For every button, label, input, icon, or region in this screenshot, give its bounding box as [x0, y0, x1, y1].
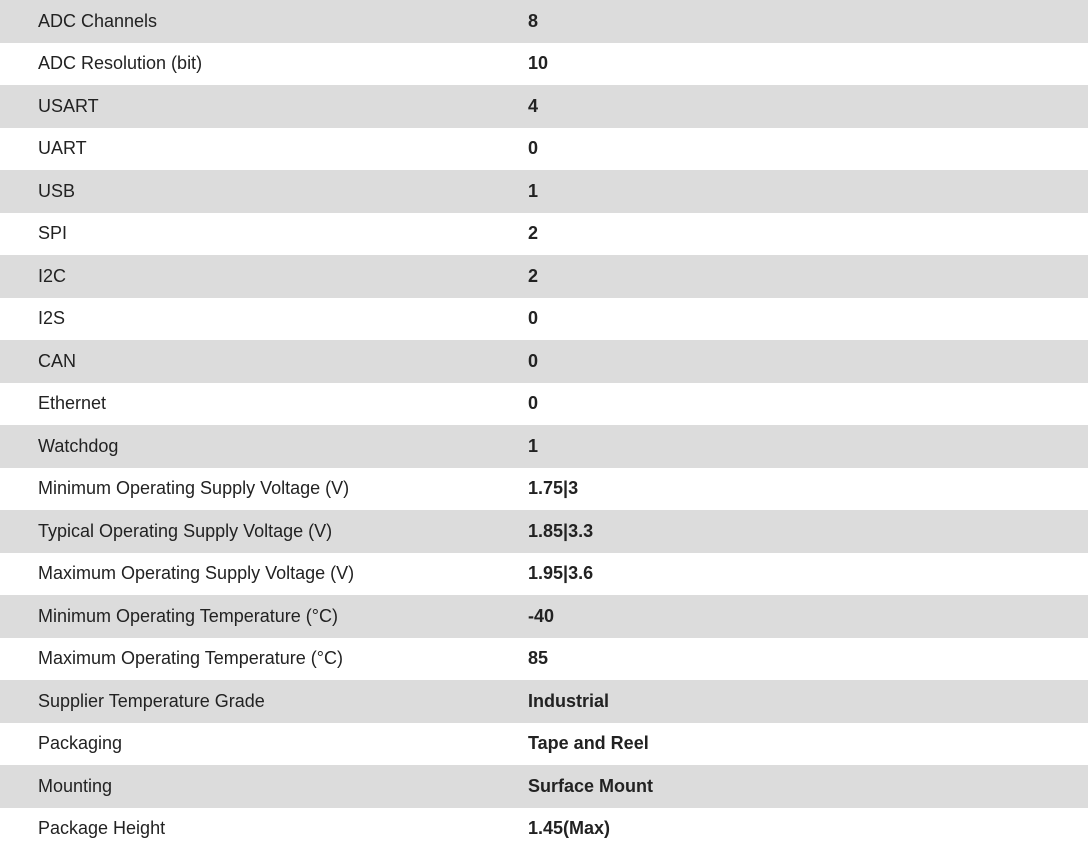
spec-value: 1.85|3.3 [528, 520, 594, 541]
spec-value: 1.45(Max) [528, 818, 611, 839]
spec-value: 8 [528, 10, 539, 31]
spec-label: Packaging [38, 733, 123, 754]
spec-value: 10 [528, 53, 549, 74]
spec-value: Surface Mount [528, 775, 654, 796]
spec-row-usb [0, 170, 1088, 213]
spec-value: 0 [528, 350, 539, 371]
spec-label: Typical Operating Supply Voltage (V) [38, 520, 333, 541]
spec-value: -40 [528, 605, 555, 626]
spec-label: Supplier Temperature Grade [38, 690, 265, 711]
spec-row-adc-channels [0, 0, 1088, 43]
spec-value: 85 [528, 648, 549, 669]
spec-value: 2 [528, 265, 539, 286]
spec-row-mounting [0, 765, 1088, 808]
spec-label: USB [38, 180, 76, 201]
spec-label: Minimum Operating Supply Voltage (V) [38, 478, 350, 499]
spec-row-min-supply-voltage [0, 468, 1088, 511]
spec-row-min-temperature [0, 595, 1088, 638]
spec-row-typ-supply-voltage [0, 510, 1088, 553]
spec-value: 0 [528, 393, 539, 414]
spec-row-watchdog [0, 425, 1088, 468]
spec-row-max-temperature [0, 638, 1088, 681]
spec-label: Package Height [38, 818, 166, 839]
spec-label: USART [38, 95, 99, 116]
spec-label: I2C [38, 265, 67, 286]
spec-value: Tape and Reel [528, 733, 649, 754]
spec-label: Minimum Operating Temperature (°C) [38, 605, 338, 626]
spec-value: 0 [528, 138, 539, 159]
spec-row-i2c [0, 255, 1088, 298]
spec-row-can [0, 340, 1088, 383]
spec-label: ADC Channels [38, 10, 158, 31]
spec-value: 1 [528, 435, 539, 456]
spec-row-package-height [0, 808, 1088, 845]
spec-value: 1 [528, 180, 539, 201]
spec-value: 0 [528, 308, 539, 329]
spec-value: 4 [528, 95, 539, 116]
spec-label: Watchdog [38, 435, 119, 456]
spec-row-i2s [0, 298, 1088, 341]
spec-value: Industrial [528, 690, 610, 711]
spec-label: Maximum Operating Supply Voltage (V) [38, 563, 355, 584]
spec-value: 2 [528, 223, 539, 244]
spec-row-temperature-grade [0, 680, 1088, 723]
spec-row-uart [0, 128, 1088, 171]
spec-row-packaging [0, 723, 1088, 766]
spec-value: 1.75|3 [528, 478, 579, 499]
spec-label: I2S [38, 308, 66, 329]
spec-value: 1.95|3.6 [528, 563, 594, 584]
spec-row-ethernet [0, 383, 1088, 426]
spec-label: CAN [38, 350, 77, 371]
spec-row-max-supply-voltage [0, 553, 1088, 596]
spec-label: UART [38, 138, 87, 159]
spec-label: Ethernet [38, 393, 107, 414]
spec-row-usart [0, 85, 1088, 128]
spec-row-adc-resolution [0, 43, 1088, 86]
spec-label: ADC Resolution (bit) [38, 53, 203, 74]
spec-label: SPI [38, 223, 68, 244]
spec-label: Maximum Operating Temperature (°C) [38, 648, 343, 669]
spec-row-spi [0, 213, 1088, 256]
spec-label: Mounting [38, 775, 113, 796]
